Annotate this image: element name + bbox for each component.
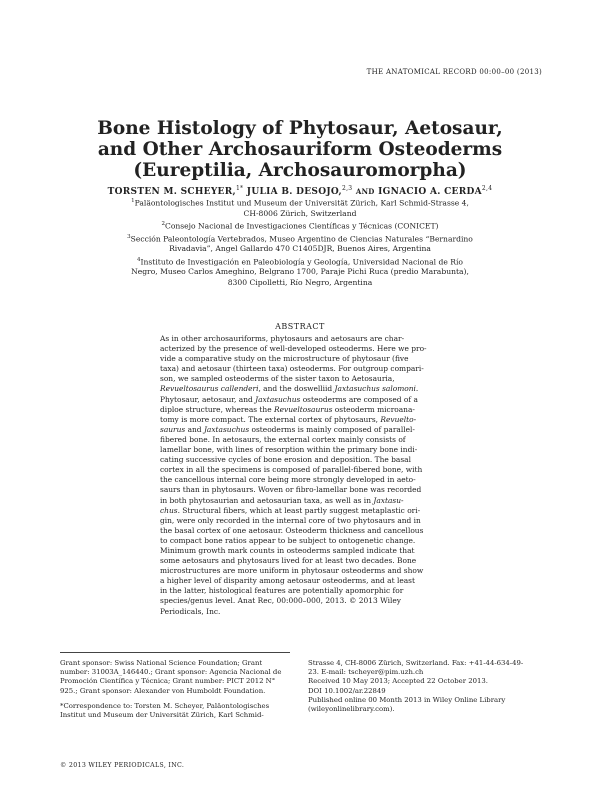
footnotes-left-column <box>60 659 290 720</box>
abstract-line: taxa) and aetosaur (thirteen taxa) osteoderms. For outgroup compari- <box>160 364 424 374</box>
abstract-line: diploe structure, whereas the Revueltosaurus osteoderm microana- <box>160 404 415 414</box>
affiliation-marker: 1 <box>131 198 135 204</box>
abstract-line: As in other archosauriforms, phytosaurs and aetosaurs are char- <box>160 334 405 343</box>
abstract-line: lamellar bone, with lines of resorption within the primary bone indi- <box>160 445 418 455</box>
affiliation-marker: 3 <box>127 233 131 240</box>
author-name: JULIA B. DESOJO, <box>246 187 342 197</box>
footnote-line: (wileyonlinelibrary.com). <box>308 705 395 714</box>
affiliation-marker: 4 <box>137 256 141 263</box>
abstract-line: saurs than in phytosaurs. Woven or fibro-lamellar bone was recorded <box>160 485 422 495</box>
author-affil-marker: 1* <box>235 185 244 192</box>
abstract-line: chus. Structural fibers, which at least partly suggest metaplastic ori- <box>160 505 421 515</box>
footnotes-right-column <box>308 659 544 714</box>
footnote-line: Strasse 4, CH-8006 Zürich, Switzerland. Fax: +41-44-634-49- <box>308 659 524 667</box>
footnote-line: number: 31003A_146440.; Grant sponsor: Agencia Nacional de <box>60 668 282 677</box>
abstract-line: to compact bone ratios appear to be subject to ontogenetic change. <box>160 535 416 545</box>
title-line: and Other Archosauriform Osteoderms <box>97 139 503 160</box>
footnote-line: 23. E-mail: tscheyer@pim.uzh.ch <box>308 668 424 677</box>
author-affil-marker: 2,4 <box>481 185 493 192</box>
affiliation-line: Rivadavia”, Angel Gallardo 470 C1405DJR, Buenos Aires, Argentina <box>169 244 431 254</box>
footnote-line: Grant sponsor: Swiss National Science Foundation; Grant <box>60 659 263 667</box>
abstract-line: Periodicals, Inc. <box>160 606 221 616</box>
affiliation <box>60 232 540 255</box>
footnote-line: 925.; Grant sponsor: Alexander von Humboldt Foundation. <box>60 686 266 695</box>
footnote-line: Institut und Museum der Universität Zürich, Karl Schmid- <box>60 711 264 720</box>
abstract-line: in the latter, histological features are potentially apomorphic for <box>160 586 404 596</box>
affiliation-line: Consejo Nacional de Investigaciones Científicas y Técnicas (CONICET) <box>165 221 439 231</box>
abstract-body <box>160 334 450 617</box>
abstract-heading: ABSTRACT <box>275 322 325 331</box>
title-line: Bone Histology of Phytosaur, Aetosaur, <box>97 118 503 139</box>
affiliation-line: Instituto de Investigación en Paleobiología y Geología, Universidad Nacional de Río <box>140 257 463 267</box>
abstract-line: acterized by the presence of well-developed osteoderms. Here we pro- <box>160 344 427 354</box>
abstract-line: the cancellous internal core being more strongly developed in aeto- <box>160 475 416 485</box>
footnote-line: *Correspondence to: Torsten M. Scheyer, Paläontologisches <box>60 701 270 710</box>
affiliation <box>60 219 540 232</box>
abstract-line: gin, were only recorded in the internal core of two phytosaurs and in <box>160 515 421 525</box>
abstract-line: a higher level of disparity among aetosaur osteoderms, and at least <box>160 576 415 586</box>
footnote-line: Received 10 May 2013; Accepted 22 October 2013. <box>308 677 488 686</box>
affiliation-line: 8300 Cipolletti, Río Negro, Argentina <box>227 277 373 287</box>
abstract-line: saurus and Jaxtasuchus osteoderms is mainly composed of parallel- <box>160 424 415 434</box>
abstract-line: in both phytosaurian and aetosaurian taxa, as well as in Jaxtasu- <box>160 495 404 505</box>
footnote-line: Promoción Científica y Técnica; Grant number: PICT 2012 N° <box>60 677 276 686</box>
affiliations <box>60 196 540 288</box>
abstract-line: species/genus level. Anat Rec, 00:000–000, 2013. © 2013 Wiley <box>160 596 401 606</box>
affiliation-line: CH-8006 Zürich, Switzerland <box>243 208 357 218</box>
affiliation-line: Paläontologisches Institut und Museum der Universität Zürich, Karl Schmid-Strasse 4, <box>134 198 469 208</box>
author-name: IGNACIO A. CERDA <box>378 187 482 197</box>
affiliation-line: Negro, Museo Carlos Ameghino, Belgrano 1700, Paraje Pichi Ruca (predio Marabunta), <box>131 267 469 277</box>
abstract-line: microstructures are more uniform in phytosaur osteoderms and show <box>160 566 424 576</box>
affiliation-marker: 2 <box>161 220 166 227</box>
abstract-line: some aetosaurs and phytosaurs lived for at least two decades. Bone <box>160 556 417 566</box>
article-title <box>60 118 540 181</box>
abstract-line: Revueltosaurus callenderi, and the doswelliid Jaxtasuchus salomoni. <box>160 384 419 394</box>
author-conjunction: AND <box>355 187 375 196</box>
abstract-line: son, we sampled osteoderms of the sister taxon to Aetosauria, <box>160 374 395 384</box>
affiliation <box>60 196 540 219</box>
footnote-line: Published online 00 Month 2013 in Wiley Online Library <box>308 695 506 704</box>
author-name: TORSTEN M. SCHEYER, <box>107 187 236 197</box>
copyright-notice: © 2013 WILEY PERIODICALS, INC. <box>60 762 185 769</box>
abstract-line: Minimum growth mark counts in osteoderms sampled indicate that <box>160 545 415 555</box>
abstract-line: the basal cortex of one aetosaur. Osteoderm thickness and cancellous <box>160 525 424 535</box>
running-head: THE ANATOMICAL RECORD 00:00–00 (2013) <box>366 68 542 76</box>
abstract-line: cating successive cycles of bone erosion and deposition. The basal <box>160 455 411 465</box>
affiliation <box>60 255 540 288</box>
abstract-line: fibered bone. In aetosaurs, the external cortex mainly consists of <box>160 434 406 444</box>
abstract-line: tomy is more compact. The external cortex of phytosaurs, Revuelto- <box>160 414 417 424</box>
abstract-line: vide a comparative study on the microstructure of phytosaur (five <box>160 354 409 364</box>
footnote-line: DOI 10.1002/ar.22849 <box>308 686 386 695</box>
title-line: (Eureptilia, Archosauromorpha) <box>133 160 467 181</box>
abstract-line: Phytosaur, aetosaur, and Jaxtasuchus osteoderms are composed of a <box>160 394 418 404</box>
affiliation-line: Sección Paleontología Vertebrados, Museo Argentino de Ciencias Naturales “Bernardino <box>130 234 473 244</box>
footnote-divider <box>60 652 290 653</box>
author-affil-marker: 2,3 <box>341 185 353 192</box>
abstract-line: cortex in all the specimens is composed of parallel-fibered bone, with <box>160 465 423 475</box>
